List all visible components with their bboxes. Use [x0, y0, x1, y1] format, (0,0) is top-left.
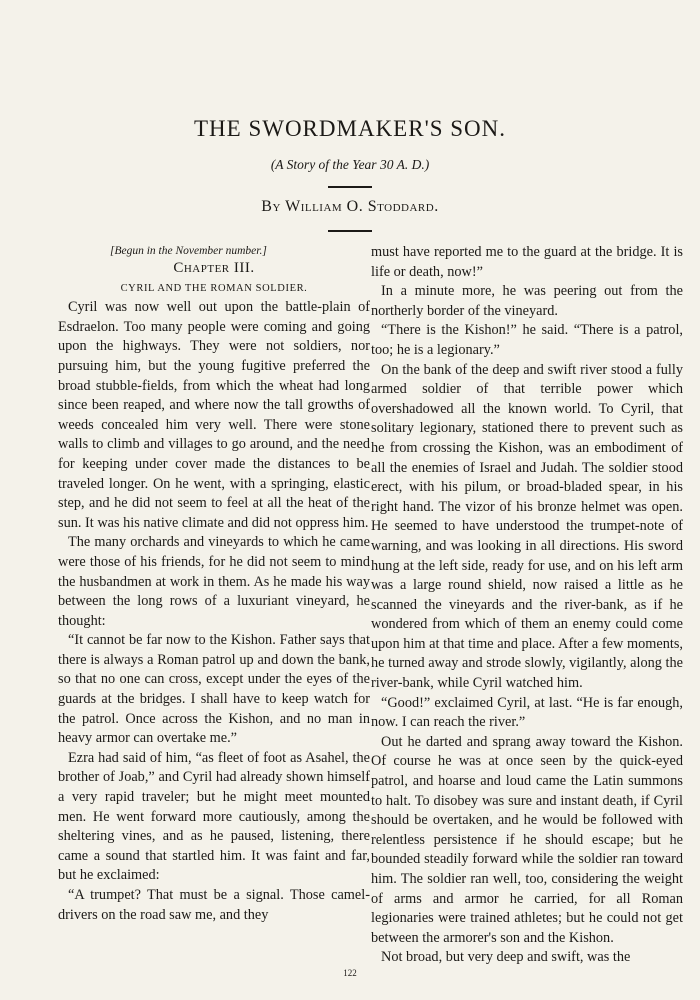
serial-note: [Begun in the November number.]	[110, 245, 267, 257]
paragraph: “A trumpet? That must be a signal. Those camel-drivers on the road saw me, and they	[58, 887, 370, 923]
paragraph: Out he darted and sprang away toward the Kishon. Of course he was at once seen by the quick-eyed patrol, and hoarse and loud came the Latin summons to halt. To disobey was sure and instant death, if Cyril should be overtaken, and he would be followed with relentless persistence if he should escape; but he bounded steadily forward while the soldier ran toward him. The soldier ran well, too, considering the weight of arms and armor he carried, for all Roman legionaries were trained athletes; but he could not get between the armorer's son and the Kishon.	[371, 733, 683, 946]
story-title: THE SWORDMAKER'S SON.	[193, 116, 507, 141]
paragraph: “There is the Kishon!” he said. “There is a patrol, too; he is a legionary.”	[371, 322, 683, 358]
byline-divider	[328, 230, 372, 232]
chapter-heading: Chapter III.	[173, 260, 255, 276]
story-subtitle: (A Story of the Year 30 A. D.)	[270, 157, 430, 172]
title-divider	[328, 186, 372, 188]
section-heading: CYRIL AND THE ROMAN SOLDIER.	[120, 282, 308, 294]
paragraph: Not broad, but very deep and swift, was the	[381, 949, 631, 966]
paragraph: In a minute more, he was peering out from the northerly border of the vineyard.	[371, 283, 683, 319]
paragraph: “It cannot be far now to the Kishon. Father says that there is always a Roman patrol up and down the bank, so that no one can cross, except under the eyes of the guards at the bridges. I shall have to keep watch for the patrol. Once across the Kishon, and no man in heavy armor can overtake me.”	[58, 632, 370, 747]
paragraph: On the bank of the deep and swift river stood a fully armed soldier of that terrible power which overshadowed all the known world. To Cyril, that solitary legionary, stationed there to prevent such as he from crossing the Kishon, was an embodiment of all the enemies of Israel and Judah. The soldier stood erect, with his pilum, or broad-bladed spear, in his right hand. The vizor of his bronze helmet was open. He seemed to have understood the trumpet-note of warning, and was looking in all directions. His sword hung at the left side, ready for use, and on his left arm was a large round shield, now raised a little as he scanned the vineyards and the river-bank, as if he wondered from which of them an enemy could come upon him at that time and place. After a few moments, he turned away and strode slowly, vigilantly, along the river-bank, while Cyril watched him.	[371, 361, 683, 692]
right-column	[371, 243, 683, 968]
paragraph: must have reported me to the guard at the bridge. It is life or death, now!”	[371, 244, 683, 280]
left-column	[58, 243, 370, 925]
author-byline: By William O. Stoddard.	[261, 198, 439, 215]
page-number: 122	[343, 968, 357, 978]
paragraph: Ezra had said of him, “as fleet of foot as Asahel, the brother of Joab,” and Cyril had already shown himself a very rapid traveler; but he might meet mounted men. He went forward more cautiously, among the sheltering vines, and as he paused, listening, there came a sound that startled him. It was faint and far, but he exclaimed:	[58, 749, 370, 884]
paragraph: Cyril was now well out upon the battle-plain of Esdraelon. Too many people were coming and going upon the highways. They were not soldiers, nor pursuing him, but the young fugitive preferred the broad stubble-fields, from which the wheat had long since been reaped, and where now the tall growths of weeds concealed him very well. There were stone walls to climb and villages to go around, and the need for keeping under cover made the distances to be traveled longer. On he went, with a springing, elastic step, and he did not seem to feel at all the heat of the sun. It was his native climate and did not oppress him.	[58, 299, 370, 531]
paragraph: “Good!” exclaimed Cyril, at last. “He is far enough, now. I can reach the river.”	[371, 694, 683, 731]
paragraph: The many orchards and vineyards to which he came were those of his friends, for he did not seem to mind the husbandmen at work in them. As he made his way between the long rows of a luxuriant vineyard, he thought:	[58, 534, 370, 629]
